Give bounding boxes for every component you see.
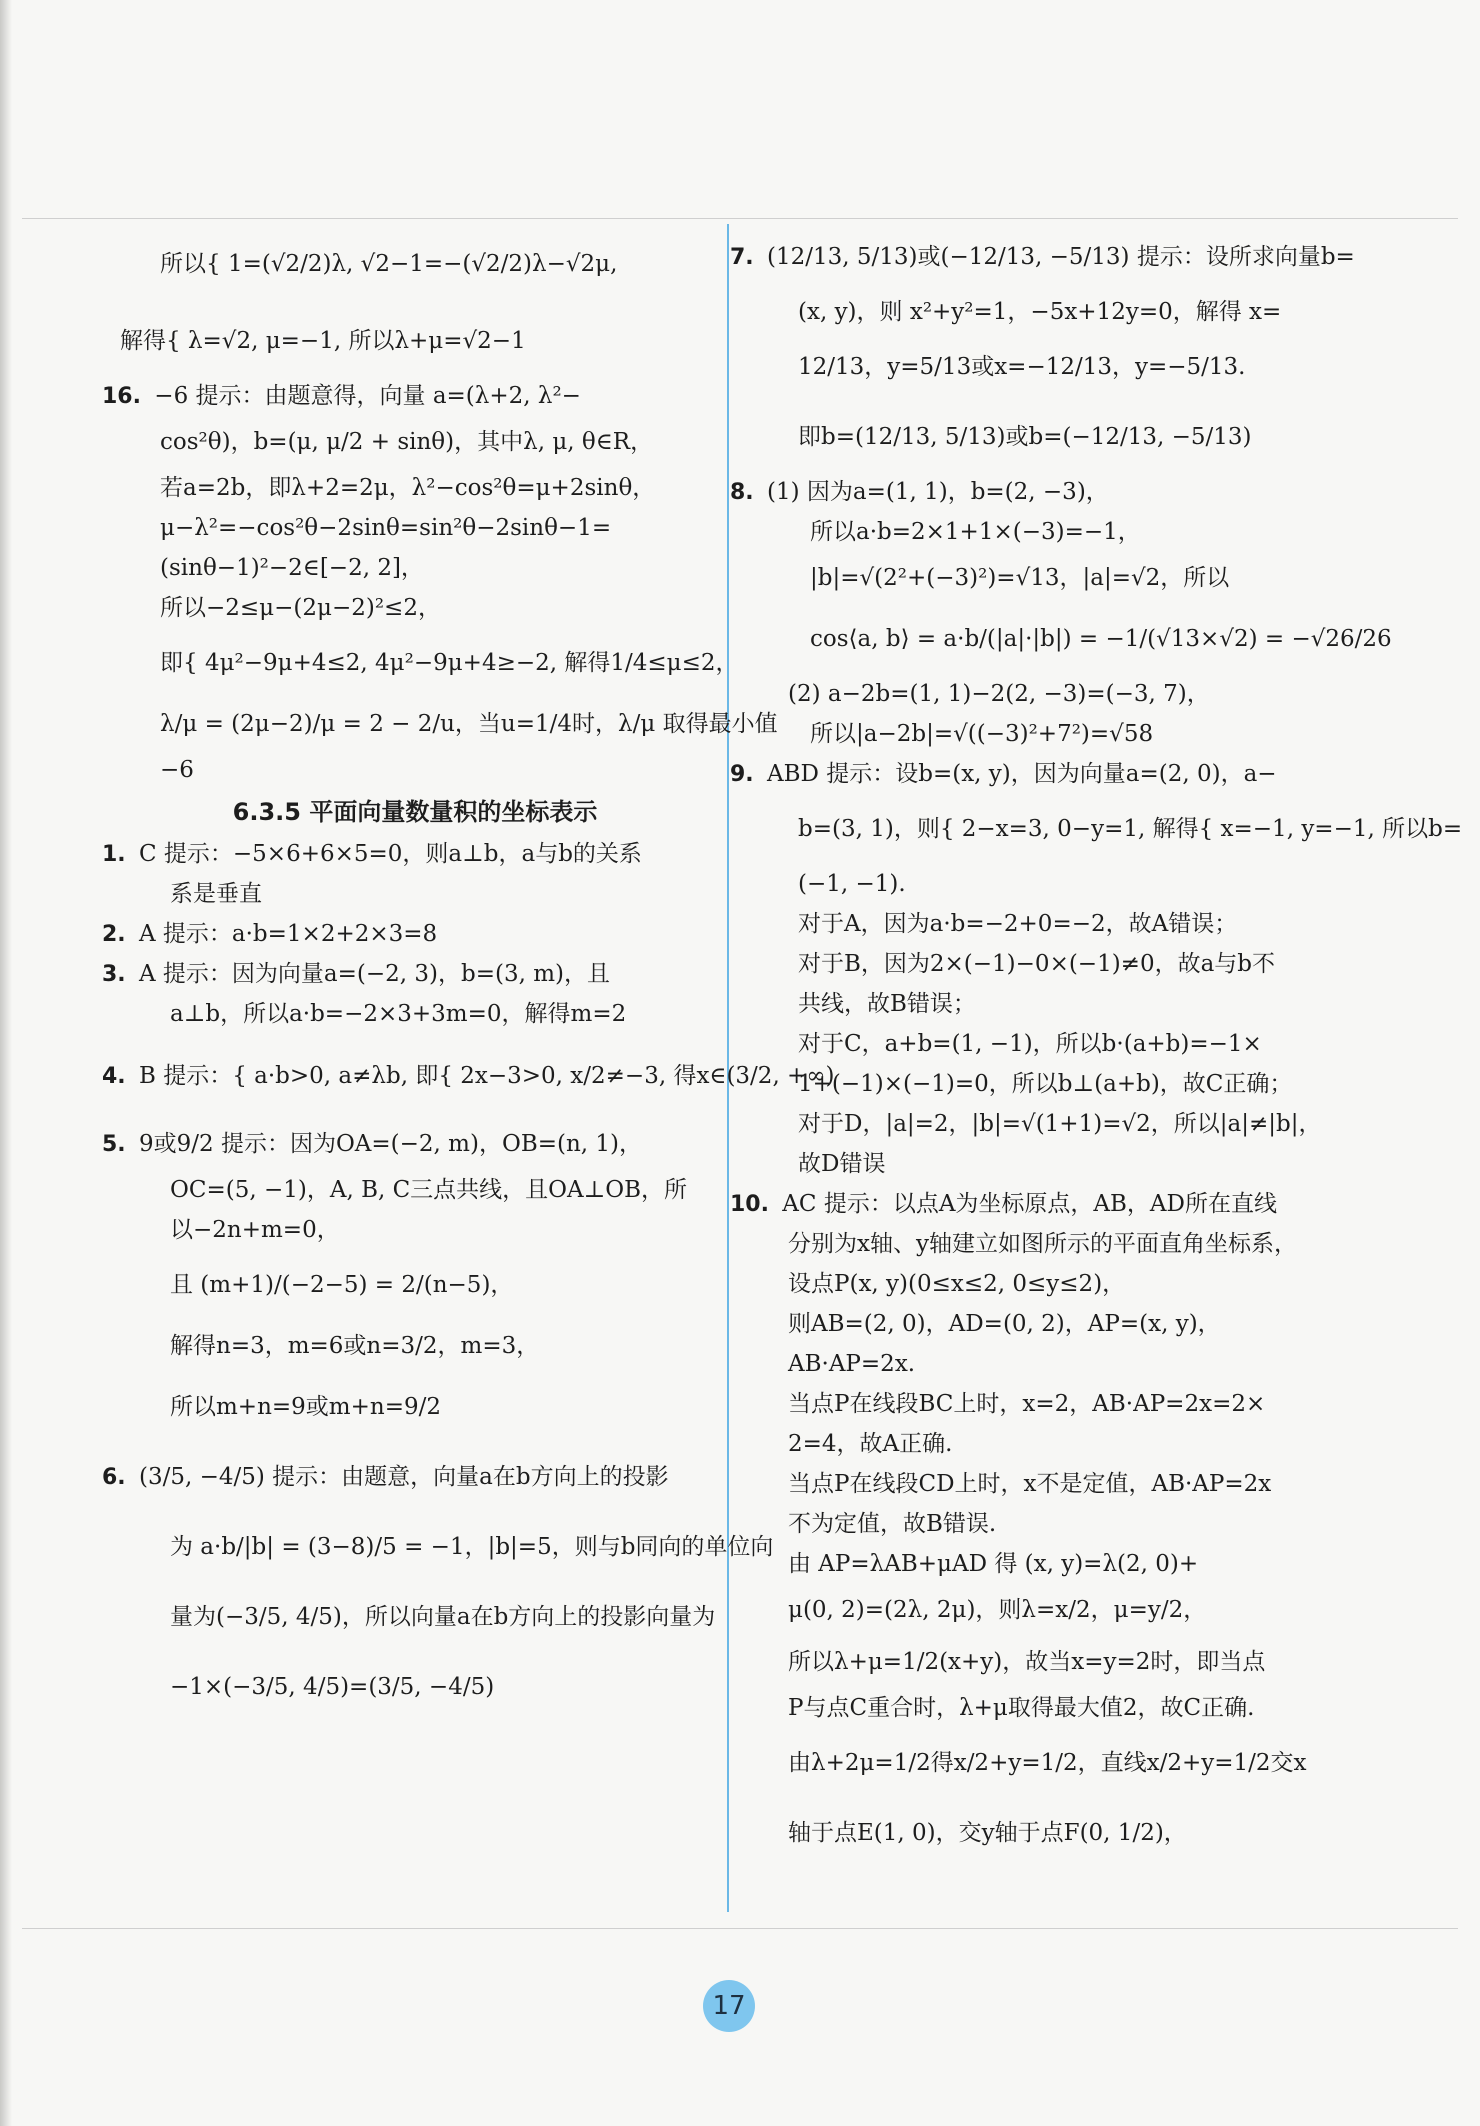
question-number: 1. (102, 842, 126, 867)
question-number: 3. (102, 962, 126, 987)
line-text: 对于D，|a|=2，|b|=√(1+1)=√2，所以|a|≠|b|， (798, 1111, 1322, 1137)
page-edge-shadow (0, 0, 12, 2126)
line-text: P与点C重合时，λ+μ取得最大值2，故C正确. (788, 1695, 1255, 1721)
text-line (748, 1544, 1328, 1584)
line-text: (sinθ−1)²−2∈[−2, 2]， (160, 555, 424, 581)
text-line (120, 468, 710, 508)
question-line (102, 954, 710, 994)
line-text: −1×(−3/5, 4/5)=(3/5, −4/5) (170, 1674, 495, 1700)
question-number: 4. (102, 1064, 126, 1089)
line-text: (2) a−2b=(1, 1)−2(2, −3)=(−3, 7)， (788, 681, 1210, 707)
text-line (748, 292, 1328, 332)
line-text: 对于C，a+b=(1, −1)，所以b·(a+b)=−1× (798, 1031, 1262, 1057)
text-line (748, 1584, 1328, 1636)
line-text: B 提示：{ a·b>0, a≠λb, 即{ 2x−3>0, x/2≠−3, 得x∈(3/2, +∞) (131, 1063, 835, 1089)
text-line (120, 1372, 710, 1442)
text-line (120, 222, 710, 306)
line-text: 以−2n+m=0， (170, 1217, 340, 1243)
text-line (748, 1304, 1328, 1344)
text-line (748, 714, 1328, 754)
line-text: 当点P在线段BC上时，x=2，AB·AP=2x=2× (788, 1391, 1266, 1417)
line-text: 12/13，y=5/13或x=−12/13，y=−5/13. (798, 354, 1246, 380)
top-rule (22, 218, 1458, 219)
text-line (748, 1384, 1328, 1424)
text-line (120, 306, 710, 376)
question-line (102, 1034, 835, 1118)
line-text: −6 提示：由题意得，向量 a=(λ+2, λ²− (146, 383, 581, 409)
text-line (748, 402, 1328, 472)
line-text: 6.3.5 平面向量数量积的坐标表示 (232, 798, 598, 826)
text-line (120, 750, 710, 790)
line-text: 轴于点E(1, 0)，交y轴于点F(0, 1/2)， (788, 1820, 1187, 1846)
line-text: (−1, −1). (798, 871, 906, 897)
text-line (748, 552, 1328, 604)
text-line (120, 1652, 710, 1722)
text-line (120, 994, 710, 1034)
line-text: μ−λ²=−cos²θ−2sinθ=sin²θ−2sinθ−1= (160, 515, 612, 541)
line-text: A 提示：因为向量a=(−2, 3)，b=(3, m)，且 (131, 961, 610, 987)
line-text: A 提示：a·b=1×2+2×3=8 (131, 921, 438, 947)
question-line (102, 1118, 710, 1170)
text-line (120, 1250, 710, 1320)
question-line (102, 376, 710, 416)
question-number: 16. (102, 384, 141, 409)
line-text: 若a=2b，即λ+2=2μ，λ²−cos²θ=μ+2sinθ， (160, 475, 656, 501)
line-text: 对于B，因为2×(−1)−0×(−1)≠0，故a与b不 (798, 951, 1276, 977)
text-line (748, 332, 1328, 402)
question-number: 6. (102, 1465, 126, 1490)
text-line (748, 1064, 1328, 1104)
text-line (748, 1798, 1328, 1868)
line-text: cos⟨a, b⟩ = a·b/(|a|·|b|) = −1/(√13×√2) = −√26/26 (810, 626, 1392, 652)
line-text: 不为定值，故B错误. (788, 1511, 997, 1537)
line-text: (3/5, −4/5) 提示：由题意，向量a在b方向上的投影 (131, 1464, 669, 1490)
text-line (120, 1512, 774, 1582)
line-text: 解得{ λ=√2, μ=−1, 所以λ+μ=√2−1 (120, 328, 526, 354)
line-text: 系是垂直 (170, 881, 262, 907)
line-text: −6 (160, 757, 194, 783)
text-line (120, 1170, 710, 1210)
line-text: 共线，故B错误； (798, 991, 976, 1017)
text-line (120, 588, 710, 628)
text-line (120, 1210, 710, 1250)
text-line (748, 1464, 1328, 1504)
text-line (748, 944, 1328, 984)
text-line (748, 1504, 1328, 1544)
question-line (730, 472, 1328, 512)
question-number: 5. (102, 1132, 126, 1157)
question-line (102, 834, 710, 874)
text-line (748, 1688, 1328, 1728)
question-line (102, 1442, 710, 1512)
line-text: 设点P(x, y)(0≤x≤2, 0≤y≤2)， (788, 1271, 1126, 1297)
line-text: 1+(−1)×(−1)=0，所以b⊥(a+b)，故C正确； (798, 1071, 1293, 1097)
text-line (748, 1224, 1328, 1264)
text-line (748, 1344, 1328, 1384)
line-text: cos²θ)，b=(μ, μ/2 + sinθ)，其中λ, μ, θ∈R， (160, 429, 654, 455)
line-text: 所以−2≤μ−(2μ−2)²≤2， (160, 595, 441, 621)
text-line (748, 674, 1328, 714)
question-number: 10. (730, 1192, 769, 1217)
text-line (748, 604, 1392, 674)
line-text: 故D错误 (798, 1151, 886, 1177)
text-line (120, 628, 739, 698)
line-text: (1) 因为a=(1, 1)，b=(2, −3)， (759, 479, 1109, 505)
line-text: a⊥b，所以a·b=−2×3+3m=0，解得m=2 (170, 1001, 627, 1027)
line-text: λ/μ = (2μ−2)/μ = 2 − 2/u，当u=1/4时，λ/μ 取得最小值 (160, 711, 778, 737)
text-line (120, 548, 710, 588)
line-text: b=(3, 1)，则{ 2−x=3, 0−y=1, 解得{ x=−1, y=−1, 所以b= (798, 816, 1463, 842)
line-text: 由λ+2μ=1/2得x/2+y=1/2，直线x/2+y=1/2交x (788, 1750, 1307, 1776)
text-line (748, 864, 1328, 904)
line-text: 即b=(12/13, 5/13)或b=(−12/13, −5/13) (798, 424, 1252, 450)
text-line (748, 1424, 1328, 1464)
text-line (748, 794, 1463, 864)
line-text: 当点P在线段CD上时，x不是定值，AB·AP=2x (788, 1471, 1272, 1497)
line-text: C 提示：−5×6+6×5=0，则a⊥b，a与b的关系 (131, 841, 642, 867)
text-line (748, 1636, 1328, 1688)
line-text: 所以λ+μ=1/2(x+y)，故当x=y=2时，即当点 (788, 1649, 1266, 1675)
question-number: 8. (730, 480, 754, 505)
text-line (120, 790, 710, 834)
line-text: (12/13, 5/13)或(−12/13, −5/13) 提示：设所求向量b= (759, 244, 1355, 270)
text-line (748, 984, 1328, 1024)
text-line (120, 874, 710, 914)
line-text: (x, y)，则 x²+y²=1，−5x+12y=0，解得 x= (798, 299, 1282, 325)
line-text: μ(0, 2)=(2λ, 2μ)，则λ=x/2，μ=y/2， (788, 1597, 1207, 1623)
line-text: AC 提示：以点A为坐标原点，AB，AD所在直线 (774, 1191, 1277, 1217)
question-line (730, 754, 1328, 794)
line-text: 所以a·b=2×1+1×(−3)=−1， (810, 519, 1141, 545)
question-line (730, 222, 1355, 292)
line-text: 所以|a−2b|=√((−3)²+7²)=√58 (810, 721, 1154, 747)
text-line (120, 1320, 710, 1372)
line-text: |b|=√(2²+(−3)²)=√13，|a|=√2，所以 (810, 565, 1230, 591)
text-line (748, 1104, 1328, 1144)
line-text: 所以{ 1=(√2/2)λ, √2−1=−(√2/2)λ−√2μ, (160, 251, 618, 277)
question-line (102, 914, 710, 954)
line-text: OC=(5, −1)，A, B, C三点共线，且OA⊥OB，所 (170, 1177, 688, 1203)
line-text: ABD 提示：设b=(x, y)，因为向量a=(2, 0)，a− (759, 761, 1277, 787)
text-line (748, 1264, 1328, 1304)
line-text: 量为(−3/5, 4/5)，所以向量a在b方向上的投影向量为 (170, 1604, 716, 1630)
line-text: 且 (m+1)/(−2−5) = 2/(n−5)， (170, 1272, 514, 1298)
text-line (748, 1728, 1328, 1798)
line-text: 对于A，因为a·b=−2+0=−2，故A错误； (798, 911, 1238, 937)
text-line (748, 904, 1328, 944)
line-text: 则AB=(2, 0)，AD=(0, 2)，AP=(x, y)， (788, 1311, 1221, 1337)
line-text: 分别为x轴、y轴建立如图所示的平面直角坐标系， (788, 1231, 1297, 1257)
text-line (748, 512, 1328, 552)
question-number: 7. (730, 245, 754, 270)
line-text: 9或9/2 提示：因为OA=(−2, m)，OB=(n, 1)， (131, 1131, 643, 1157)
line-text: AB·AP=2x. (788, 1351, 916, 1377)
text-line (748, 1144, 1328, 1184)
question-number: 2. (102, 922, 126, 947)
text-line (120, 1582, 716, 1652)
line-text: 由 AP=λAB+μAD 得 (x, y)=λ(2, 0)+ (788, 1551, 1199, 1577)
line-text: 为 a·b/|b| = (3−8)/5 = −1，|b|=5，则与b同向的单位向 (170, 1534, 774, 1560)
text-line (748, 1024, 1328, 1064)
line-text: 即{ 4μ²−9μ+4≤2, 4μ²−9μ+4≥−2, 解得1/4≤μ≤2， (160, 650, 739, 676)
question-line (730, 1184, 1328, 1224)
line-text: 解得n=3，m=6或n=3/2，m=3， (170, 1333, 540, 1359)
line-text: 所以m+n=9或m+n=9/2 (170, 1394, 441, 1420)
question-number: 9. (730, 762, 754, 787)
page-number: 17 (703, 1980, 755, 2032)
text-line (120, 416, 710, 468)
line-text: 2=4，故A正确. (788, 1431, 953, 1457)
text-line (120, 698, 778, 750)
text-line (120, 508, 710, 548)
right-column (730, 222, 1463, 1868)
bottom-rule (22, 1928, 1458, 1929)
